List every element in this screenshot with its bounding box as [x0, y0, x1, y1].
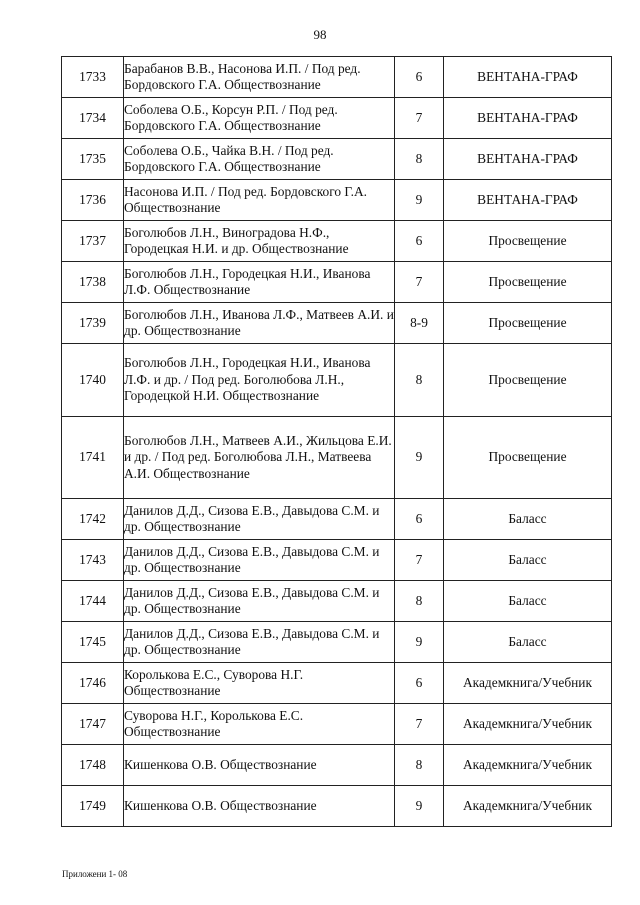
table-row [62, 663, 612, 704]
table-row [62, 745, 612, 786]
publisher-cell: Баласс [444, 499, 612, 540]
publisher-cell: Академкнига/Учебник [444, 663, 612, 704]
table-row [62, 57, 612, 98]
table-row [62, 180, 612, 221]
table-row [62, 98, 612, 139]
row-number: 1748 [62, 745, 124, 786]
row-number: 1737 [62, 221, 124, 262]
grade-cell: 8-9 [395, 303, 444, 344]
book-title: Насонова И.П. / Под ред. Бордовского Г.А. Обществознание [124, 180, 395, 221]
table-row [62, 786, 612, 827]
publisher-cell: ВЕНТАНА-ГРАФ [444, 139, 612, 180]
table-row [62, 499, 612, 540]
publisher-cell: Просвещение [444, 303, 612, 344]
row-number: 1740 [62, 344, 124, 417]
table-row [62, 581, 612, 622]
row-number: 1745 [62, 622, 124, 663]
grade-cell: 9 [395, 786, 444, 827]
publisher-cell: Академкнига/Учебник [444, 786, 612, 827]
publisher-cell: Баласс [444, 540, 612, 581]
publisher-cell: Просвещение [444, 344, 612, 417]
grade-cell: 8 [395, 581, 444, 622]
row-number: 1735 [62, 139, 124, 180]
book-title: Боголюбов Л.Н., Матвеев А.И., Жильцова Е.И. и др. / Под ред. Боголюбова Л.Н., Матвеева А.И. Обществознание [124, 417, 395, 499]
row-number: 1741 [62, 417, 124, 499]
publisher-cell: Баласс [444, 581, 612, 622]
table-row [62, 221, 612, 262]
book-title: Боголюбов Л.Н., Городецкая Н.И., Иванова Л.Ф. Обществознание [124, 262, 395, 303]
grade-cell: 6 [395, 221, 444, 262]
grade-cell: 7 [395, 98, 444, 139]
row-number: 1742 [62, 499, 124, 540]
table-row [62, 262, 612, 303]
book-title: Данилов Д.Д., Сизова Е.В., Давыдова С.М. и др. Обществознание [124, 581, 395, 622]
textbook-table [61, 56, 612, 827]
row-number: 1746 [62, 663, 124, 704]
publisher-cell: Просвещение [444, 221, 612, 262]
grade-cell: 8 [395, 139, 444, 180]
book-title: Соболева О.Б., Корсун Р.П. / Под ред. Бордовского Г.А. Обществознание [124, 98, 395, 139]
book-title: Данилов Д.Д., Сизова Е.В., Давыдова С.М. и др. Обществознание [124, 540, 395, 581]
table-row [62, 139, 612, 180]
row-number: 1738 [62, 262, 124, 303]
row-number: 1744 [62, 581, 124, 622]
grade-cell: 7 [395, 540, 444, 581]
row-number: 1749 [62, 786, 124, 827]
publisher-cell: Просвещение [444, 417, 612, 499]
grade-cell: 7 [395, 704, 444, 745]
book-title: Королькова Е.С., Суворова Н.Г. Обществознание [124, 663, 395, 704]
book-title: Данилов Д.Д., Сизова Е.В., Давыдова С.М. и др. Обществознание [124, 499, 395, 540]
grade-cell: 6 [395, 57, 444, 98]
row-number: 1747 [62, 704, 124, 745]
publisher-cell: Академкнига/Учебник [444, 704, 612, 745]
table-row [62, 540, 612, 581]
row-number: 1734 [62, 98, 124, 139]
grade-cell: 6 [395, 663, 444, 704]
table-row [62, 344, 612, 417]
book-title: Соболева О.Б., Чайка В.Н. / Под ред. Бордовского Г.А. Обществознание [124, 139, 395, 180]
grade-cell: 6 [395, 499, 444, 540]
book-title: Суворова Н.Г., Королькова Е.С. Обществознание [124, 704, 395, 745]
page-number: 98 [313, 27, 327, 42]
grade-cell: 9 [395, 180, 444, 221]
publisher-cell: ВЕНТАНА-ГРАФ [444, 57, 612, 98]
grade-cell: 8 [395, 745, 444, 786]
book-title: Кишенкова О.В. Обществознание [124, 745, 395, 786]
grade-cell: 7 [395, 262, 444, 303]
row-number: 1739 [62, 303, 124, 344]
grade-cell: 9 [395, 622, 444, 663]
publisher-cell: ВЕНТАНА-ГРАФ [444, 98, 612, 139]
book-title: Кишенкова О.В. Обществознание [124, 786, 395, 827]
book-title: Данилов Д.Д., Сизова Е.В., Давыдова С.М. и др. Обществознание [124, 622, 395, 663]
grade-cell: 9 [395, 417, 444, 499]
book-title: Боголюбов Л.Н., Городецкая Н.И., Иванова Л.Ф. и др. / Под ред. Боголюбова Л.Н., Городецкой Н.И. Обществознание [124, 344, 395, 417]
table-row [62, 303, 612, 344]
grade-cell: 8 [395, 344, 444, 417]
row-number: 1743 [62, 540, 124, 581]
publisher-cell: Просвещение [444, 262, 612, 303]
table-row [62, 622, 612, 663]
publisher-cell: Баласс [444, 622, 612, 663]
footer-note: Приложени 1- 08 [62, 869, 128, 879]
publisher-cell: Академкнига/Учебник [444, 745, 612, 786]
book-title: Боголюбов Л.Н., Иванова Л.Ф., Матвеев А.И. и др. Обществознание [124, 303, 395, 344]
table-row [62, 417, 612, 499]
book-title: Боголюбов Л.Н., Виноградова Н.Ф., Городецкая Н.И. и др. Обществознание [124, 221, 395, 262]
row-number: 1736 [62, 180, 124, 221]
table-row [62, 704, 612, 745]
publisher-cell: ВЕНТАНА-ГРАФ [444, 180, 612, 221]
book-title: Барабанов В.В., Насонова И.П. / Под ред. Бордовского Г.А. Обществознание [124, 57, 395, 98]
row-number: 1733 [62, 57, 124, 98]
